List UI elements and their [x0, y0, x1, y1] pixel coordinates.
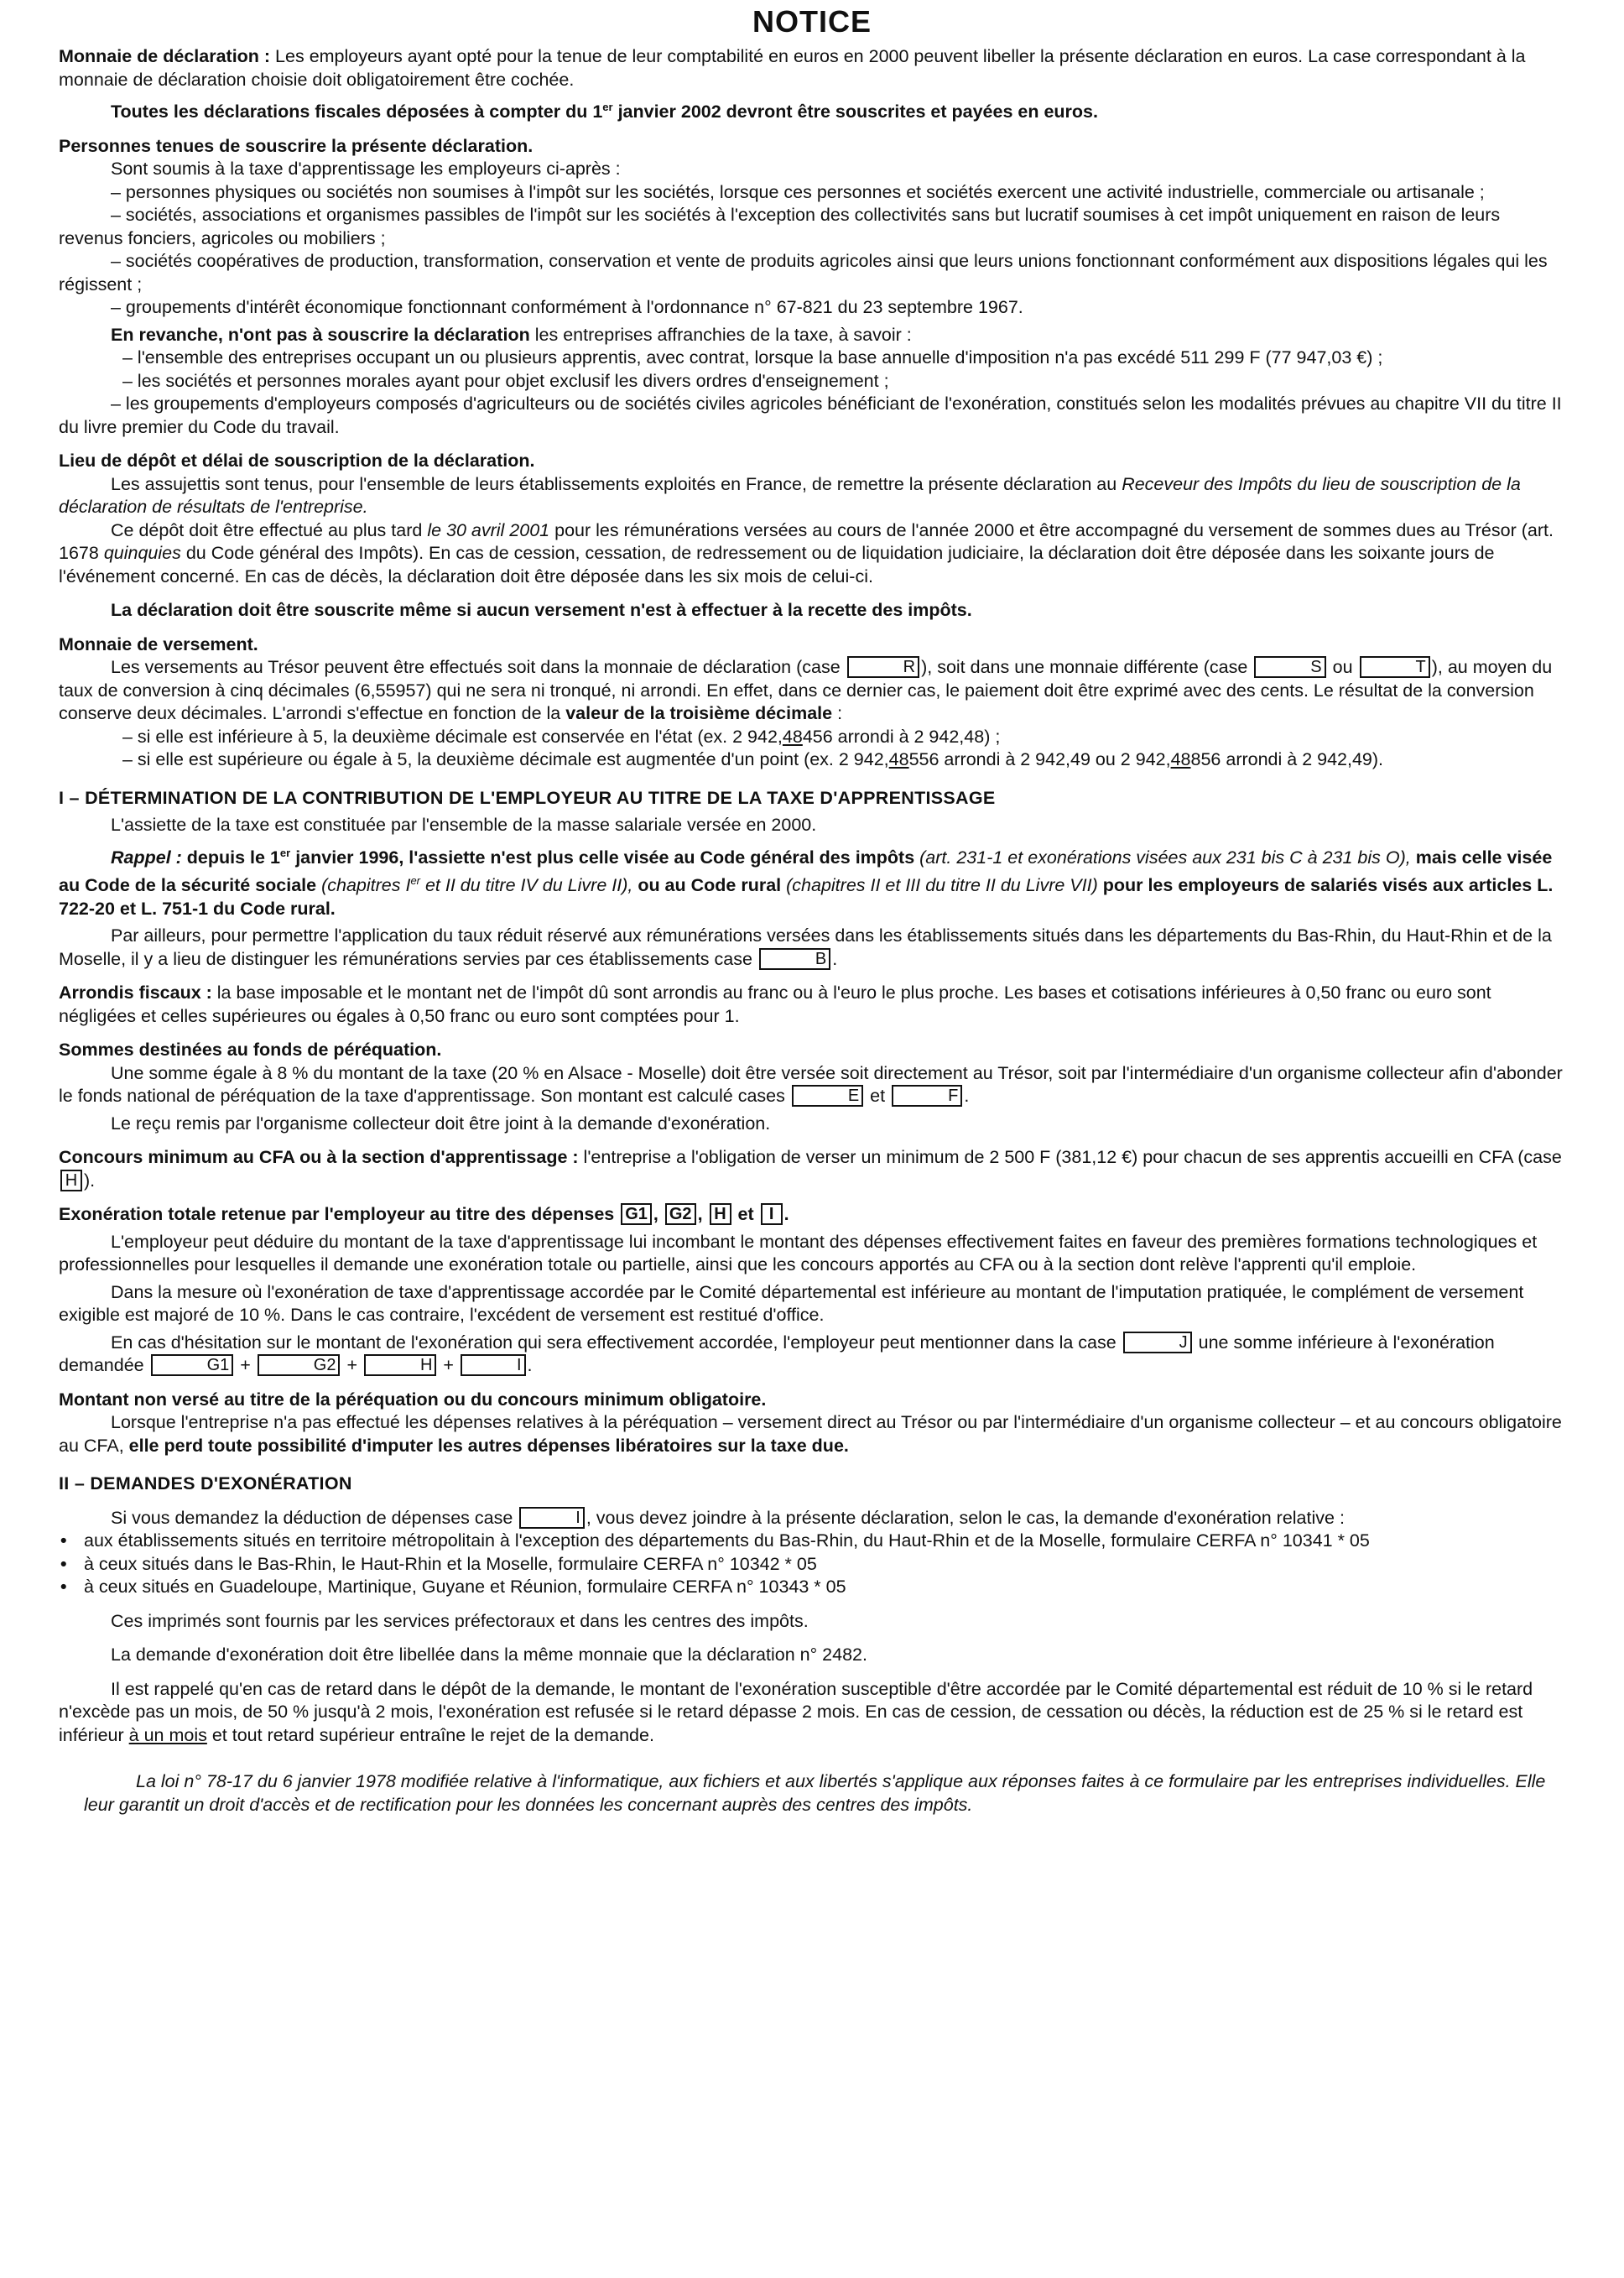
- rappel-sup: er: [279, 846, 291, 859]
- lieu-p2-date: le 30 avril 2001: [427, 519, 550, 540]
- sommes-text: Une somme égale à 8 % du montant de la taxe (20 % en Alsace - Moselle) doit être versée soit directement au Trésor, soit par l'intermédiaire d'un organisme collecteur afin d'abonder le fonds national de péréquation de la taxe d'apprentissage. Son montant est calculé cases: [59, 1062, 1563, 1107]
- euro-notice-part1: Toutes les déclarations fiscales déposées à compter du 1: [111, 102, 603, 123]
- lieu-p1-italic: Receveur des Impôts du lieu de souscription de la déclaration de résultats de l'entreprise.: [59, 473, 1521, 518]
- arrondis-paragraph: [59, 982, 1565, 1028]
- euro-notice-sup: er: [602, 101, 613, 113]
- exoneration-paragraph-2: Dans la mesure où l'exonération de taxe d'apprentissage accordée par le Comité départemental est inférieure au montant de l'imputation pratiquée, le complément de versement exigible est majoré de 10 %. Dans le cas contraire, l'excédent de versement est restitué d'office.: [59, 1281, 1524, 1326]
- versement-item-1: [59, 726, 1565, 749]
- rappel-b3: janvier 1996, l'assiette n'est plus celle visée au Code général des impôts: [290, 847, 920, 868]
- lieu-paragraph-2: [59, 519, 1565, 589]
- retard-text-b: et tout retard supérieur entraîne le rejet de la demande.: [206, 1724, 654, 1745]
- exo-p3-text-b: une somme inférieure à l'exonération demandée: [59, 1332, 1495, 1376]
- case-i-box-2: I: [461, 1354, 526, 1376]
- cerfa-bullet-2: • à ceux situés dans le Bas-Rhin, le Haut-Rhin et la Moselle, formulaire CERFA n° 10342 * 05: [59, 1553, 1565, 1577]
- lieu-heading: Lieu de dépôt et délai de souscription de la déclaration.: [59, 451, 535, 472]
- case-g2-box: G2: [665, 1203, 696, 1225]
- personnes-heading: Personnes tenues de souscrire la présente déclaration.: [59, 135, 534, 156]
- exoneration-paragraph-1: L'employeur peut déduire du montant de la taxe d'apprentissage lui incombant le montant des dépenses effectivement faites en faveur des premières formations technologiques et professionnelles pour lesquelles il demande une exonération totale ou partielle, ainsi que les concours apportés au CFA ou à la section dont relève l'apprenti qu'il emploie.: [59, 1231, 1538, 1275]
- exoneration-et: et: [732, 1204, 759, 1225]
- lieu-bold-notice: La déclaration doit être souscrite même si aucun versement n'est à effectuer à la recette des impôts.: [111, 600, 972, 621]
- versement-item2-b: 556 arrondi à 2 942,49 ou 2 942,: [908, 749, 1171, 770]
- plus-1: +: [235, 1355, 256, 1376]
- sommes-end: .: [964, 1086, 970, 1107]
- versement-item1-a: – si elle est inférieure à 5, la deuxième décimale est conservée en l'état (ex. 2 942,: [122, 726, 783, 747]
- versement-text-or: ou: [1327, 657, 1358, 678]
- montant-heading: Montant non versé au titre de la péréquation ou du concours minimum obligatoire.: [59, 1389, 767, 1410]
- concours-paragraph: [59, 1146, 1565, 1192]
- case-i-box-3: I: [519, 1507, 585, 1529]
- imprimes-paragraph: Ces imprimés sont fournis par les services préfectoraux et dans les centres des impôts.: [111, 1610, 809, 1631]
- exoneration-paragraph-3: En cas d'hésitation sur le montant de l'exonération qui sera effectivement accordée, l'employeur peut mentionner dans la case J une somme inférieure à l'exonération demandée G1 + G2 + H + I .: [59, 1332, 1495, 1376]
- libellee-paragraph: La demande d'exonération doit être libellée dans la même monnaie que la déclaration n° 2482.: [111, 1645, 867, 1665]
- personnes-intro: Sont soumis à la taxe d'apprentissage les employeurs ci-après :: [111, 159, 621, 180]
- revanche-bold: En revanche, n'ont pas à souscrire la déclaration: [111, 324, 530, 345]
- case-h-box-2: H: [710, 1203, 731, 1225]
- rappel-i2b: et II du titre IV du Livre II),: [420, 875, 633, 896]
- sommes-et: et: [865, 1086, 891, 1107]
- case-h-box-3: H: [364, 1354, 436, 1376]
- retard-underline: à un mois: [128, 1724, 207, 1745]
- arrondis-heading: Arrondis fiscaux :: [59, 983, 212, 1003]
- rappel-b2: depuis le 1: [186, 847, 280, 868]
- exoneration-heading-text: Exonération totale retenue par l'employeur au titre des dépenses: [59, 1204, 620, 1225]
- loi-informatique-footer: La loi n° 78-17 du 6 janvier 1978 modifiée relative à l'informatique, aux fichiers et aux libertés s'applique aux réponses faites à ce formulaire par les entreprises individuelles. Elle leur garantit un droit d'accès et de rectification pour les données les concernant auprès des centres des impôts.: [84, 1771, 1546, 1815]
- revanche-paragraph: [59, 324, 1565, 347]
- section-2-intro-b: , vous devez joindre à la présente déclaration, selon le cas, la demande d'exonération relative :: [586, 1507, 1345, 1528]
- versement-text-c: ), au moyen du taux de conversion à cinq décimales (6,55957) qui ne sera ni tronqué, ni arrondi. En effet, dans ce dernier cas, le paiement doit être exprimé avec des cents. Le résultat de la conversion conserve deux décimales. L'arrondi s'effectue en fonction de la: [59, 657, 1553, 724]
- lieu-p2-text-a: Ce dépôt doit être effectué au plus tard: [111, 519, 428, 540]
- monnaie-declaration-heading: Monnaie de déclaration :: [59, 46, 271, 66]
- assiette-paragraph: L'assiette de la taxe est constituée par l'ensemble de la masse salariale versée en 2000.: [111, 815, 817, 836]
- euro-notice: [59, 96, 1565, 124]
- rappel-i3: (chapitres II et III du titre II du Livre VII): [786, 875, 1098, 896]
- lieu-p2-text-b: pour les rémunérations versées au cours de l'année 2000 et être accompagné du versement de sommes dues au Trésor (art. 1678: [59, 519, 1554, 564]
- notice-page: [59, 0, 1565, 2278]
- case-r-box: R: [847, 656, 919, 678]
- monnaie-declaration-paragraph: [59, 45, 1565, 91]
- rappel-b5: ou au Code rural: [632, 875, 787, 896]
- versement-item1-underline: 48: [782, 726, 803, 747]
- versement-heading: Monnaie de versement.: [59, 633, 258, 654]
- concours-end: ).: [84, 1170, 96, 1191]
- case-i-box: I: [761, 1203, 783, 1225]
- personnes-item-3: – sociétés coopératives de production, transformation, conservation et vente de produits agricoles ainsi que leurs unions fonctionnant conformément aux dispositions légales qui les régissent ;: [59, 251, 1548, 295]
- montant-text: Lorsque l'entreprise n'a pas effectué les dépenses relatives à la péréquation – versement direct au Trésor ou par l'intermédiaire d'un organisme collecteur – et au concours obligatoire au CFA,: [59, 1412, 1562, 1456]
- versement-item2-a: – si elle est supérieure ou égale à 5, la deuxième décimale est augmentée d'un point (ex. 2 942,: [122, 749, 889, 770]
- lieu-p1-text: Les assujettis sont tenus, pour l'ensemble de leurs établissements exploités en France, de remettre la présente déclaration au: [111, 473, 1122, 494]
- cerfa-bullet-3: • à ceux situés en Guadeloupe, Martinique, Guyane et Réunion, formulaire CERFA n° 10343 * 05: [59, 1576, 1565, 1599]
- exo-p3-text-a: En cas d'hésitation sur le montant de l'exonération qui sera effectivement accordée, l'employeur peut mentionner dans la case: [111, 1332, 1122, 1353]
- rappel-b6: pour les employeurs de salariés visés aux articles L. 722-20 et L. 751-1 du Code rural.: [59, 875, 1554, 919]
- case-t-box: T: [1360, 656, 1430, 678]
- personnes-item-4: – groupements d'intérêt économique fonctionnant conformément à l'ordonnance n° 67-821 du 23 septembre 1967.: [111, 297, 1023, 318]
- plus-2: +: [341, 1355, 362, 1376]
- versement-item2-underline: 48: [888, 749, 909, 770]
- case-e-box: E: [792, 1085, 863, 1107]
- arrondis-text: la base imposable et le montant net de l'impôt dû sont arrondis au franc ou à l'euro le plus proche. Les bases et cotisations inférieures à 0,50 franc ou euro sont négligées et celles supérieures ou égales à 0,50 franc ou euro sont comptées pour 1.: [59, 983, 1491, 1026]
- case-b-box: B: [759, 948, 830, 970]
- retard-text-a: Il est rappelé qu'en cas de retard dans le dépôt de la demande, le montant de l'exonération susceptible d'être accordée par le Comité départemental est réduit de 10 % si le retard n'excède pas un mois, de 50 % jusqu'à 2 mois, l'exonération est refusée si le retard dépasse 2 mois. En cas de cession, de cessation ou décès, la réduction est de 25 % si le retard est inférieur: [59, 1678, 1533, 1745]
- recu-paragraph: Le reçu remis par l'organisme collecteur doit être joint à la demande d'exonération.: [111, 1113, 771, 1134]
- plus-3: +: [438, 1355, 459, 1376]
- section-1-heading: I – DÉTERMINATION DE LA CONTRIBUTION DE L'EMPLOYEUR AU TITRE DE LA TAXE D'APPRENTISSAGE: [59, 787, 996, 808]
- case-f-box: F: [892, 1085, 962, 1107]
- case-j-box: J: [1123, 1332, 1192, 1353]
- personnes-item-1: – personnes physiques ou sociétés non soumises à l'impôt sur les sociétés, lorsque ces personnes et sociétés exercent une activité industrielle, commerciale ou artisanale ;: [111, 181, 1485, 202]
- lieu-paragraph-1: [59, 473, 1565, 519]
- euro-notice-part2: janvier 2002 devront être souscrites et payées en euros.: [612, 102, 1098, 123]
- versement-item1-b: 456 arrondi à 2 942,48) ;: [802, 726, 1001, 747]
- section-2-intro-a: Si vous demandez la déduction de dépenses case: [111, 1507, 518, 1528]
- retard-paragraph: [59, 1678, 1565, 1748]
- personnes-item-2: – sociétés, associations et organismes passibles de l'impôt sur les sociétés à l'exception des collectivités sans but lucratif soumises à cet impôt uniquement en raison de leurs revenus fonciers, agricoles ou mobiliers ;: [59, 205, 1501, 248]
- sommes-heading: Sommes destinées au fonds de péréquation.: [59, 1040, 442, 1061]
- rappel-label: Rappel :: [111, 847, 187, 868]
- ailleurs-paragraph: [59, 925, 1565, 971]
- versement-item2-underline-2: 48: [1170, 749, 1191, 770]
- versement-text-a: Les versements au Trésor peuvent être effectués soit dans la monnaie de déclaration (case: [111, 657, 846, 678]
- case-g1-box: G1: [621, 1203, 652, 1225]
- lieu-p2-quinquies: quinquies: [103, 543, 181, 564]
- rappel-b4: mais celle visée au Code de la sécurité sociale: [59, 847, 1553, 896]
- lieu-p2-text-c: du Code général des Impôts). En cas de cession, cessation, de redressement ou de liquidation judiciaire, la déclaration doit être déposée dans les soixante jours de l'événement concerné. En cas de décès, la déclaration doit être déposée dans les six mois de celui-ci.: [59, 543, 1495, 586]
- section-2-heading: II – DEMANDES D'EXONÉRATION: [59, 1473, 352, 1494]
- versement-item2-c: 856 arrondi à 2 942,49).: [1190, 749, 1384, 770]
- case-h-box: H: [60, 1170, 82, 1191]
- montant-bold: elle perd toute possibilité d'imputer les autres dépenses libératoires sur la taxe due.: [128, 1435, 849, 1456]
- montant-paragraph: [59, 1411, 1565, 1457]
- versement-bold: valeur de la troisième décimale: [565, 703, 833, 724]
- exempt-item-3: – les groupements d'employeurs composés d'agriculteurs ou de sociétés civiles agricoles bénéficiant de l'exonération, constitués selon les modalités prévues au chapitre VII du titre II du livre premier du Code du travail.: [59, 394, 1562, 437]
- rappel-i1: (art. 231-1 et exonérations visées aux 231 bis C à 231 bis O),: [919, 847, 1411, 868]
- revanche-rest: les entreprises affranchies de la taxe, à savoir :: [529, 324, 912, 345]
- section-2-intro: [59, 1507, 1565, 1530]
- rappel-paragraph: [59, 842, 1565, 921]
- sommes-paragraph: [59, 1062, 1565, 1108]
- ailleurs-text: Par ailleurs, pour permettre l'application du taux réduit réservé aux rémunérations versées dans les établissements situés dans les départements du Bas-Rhin, du Haut-Rhin et de la Moselle, il y a lieu de distinguer les rémunérations servies par ces établissements case: [59, 925, 1552, 969]
- versement-item-2: [59, 748, 1565, 772]
- case-g1-box-2: G1: [151, 1354, 234, 1376]
- exempt-item-1: – l'ensemble des entreprises occupant un ou plusieurs apprentis, avec contrat, lorsque la base annuelle d'imposition n'a pas excédé 511 299 F (77 947,03 €) ;: [122, 347, 1383, 368]
- rappel-i2-sup: er: [410, 874, 420, 888]
- cerfa-bullet-1: • aux établissements situés en territoire métropolitain à l'exception des départements du Bas-Rhin, du Haut-Rhin et de la Moselle, formulaire CERFA n° 10341 * 05: [59, 1530, 1565, 1553]
- case-g2-box-2: G2: [258, 1354, 341, 1376]
- versement-paragraph: [59, 656, 1565, 726]
- case-s-box: S: [1254, 656, 1325, 678]
- page-title: NOTICE: [752, 4, 872, 39]
- concours-heading: Concours minimum au CFA ou à la section d'apprentissage :: [59, 1147, 579, 1168]
- versement-text-b: ), soit dans une monnaie différente (case: [921, 657, 1253, 678]
- monnaie-declaration-text: Les employeurs ayant opté pour la tenue de leur comptabilité en euros en 2000 peuvent libeller la présente déclaration en euros. La case correspondant à la monnaie de déclaration choisie doit obligatoirement être cochée.: [59, 46, 1526, 90]
- ailleurs-end: .: [832, 948, 838, 969]
- versement-text-d: :: [832, 703, 843, 724]
- exempt-item-2: – les sociétés et personnes morales ayant pour objet exclusif les divers ordres d'enseignement ;: [122, 370, 889, 391]
- concours-text: l'entreprise a l'obligation de verser un minimum de 2 500 F (381,12 €) pour chacun de ses apprentis accueilli en CFA (case: [578, 1147, 1562, 1168]
- exoneration-heading: Exonération totale retenue par l'employeur au titre des dépenses G1 , G2 , H et I .: [59, 1204, 789, 1225]
- rappel-i2: (chapitres I: [321, 875, 411, 896]
